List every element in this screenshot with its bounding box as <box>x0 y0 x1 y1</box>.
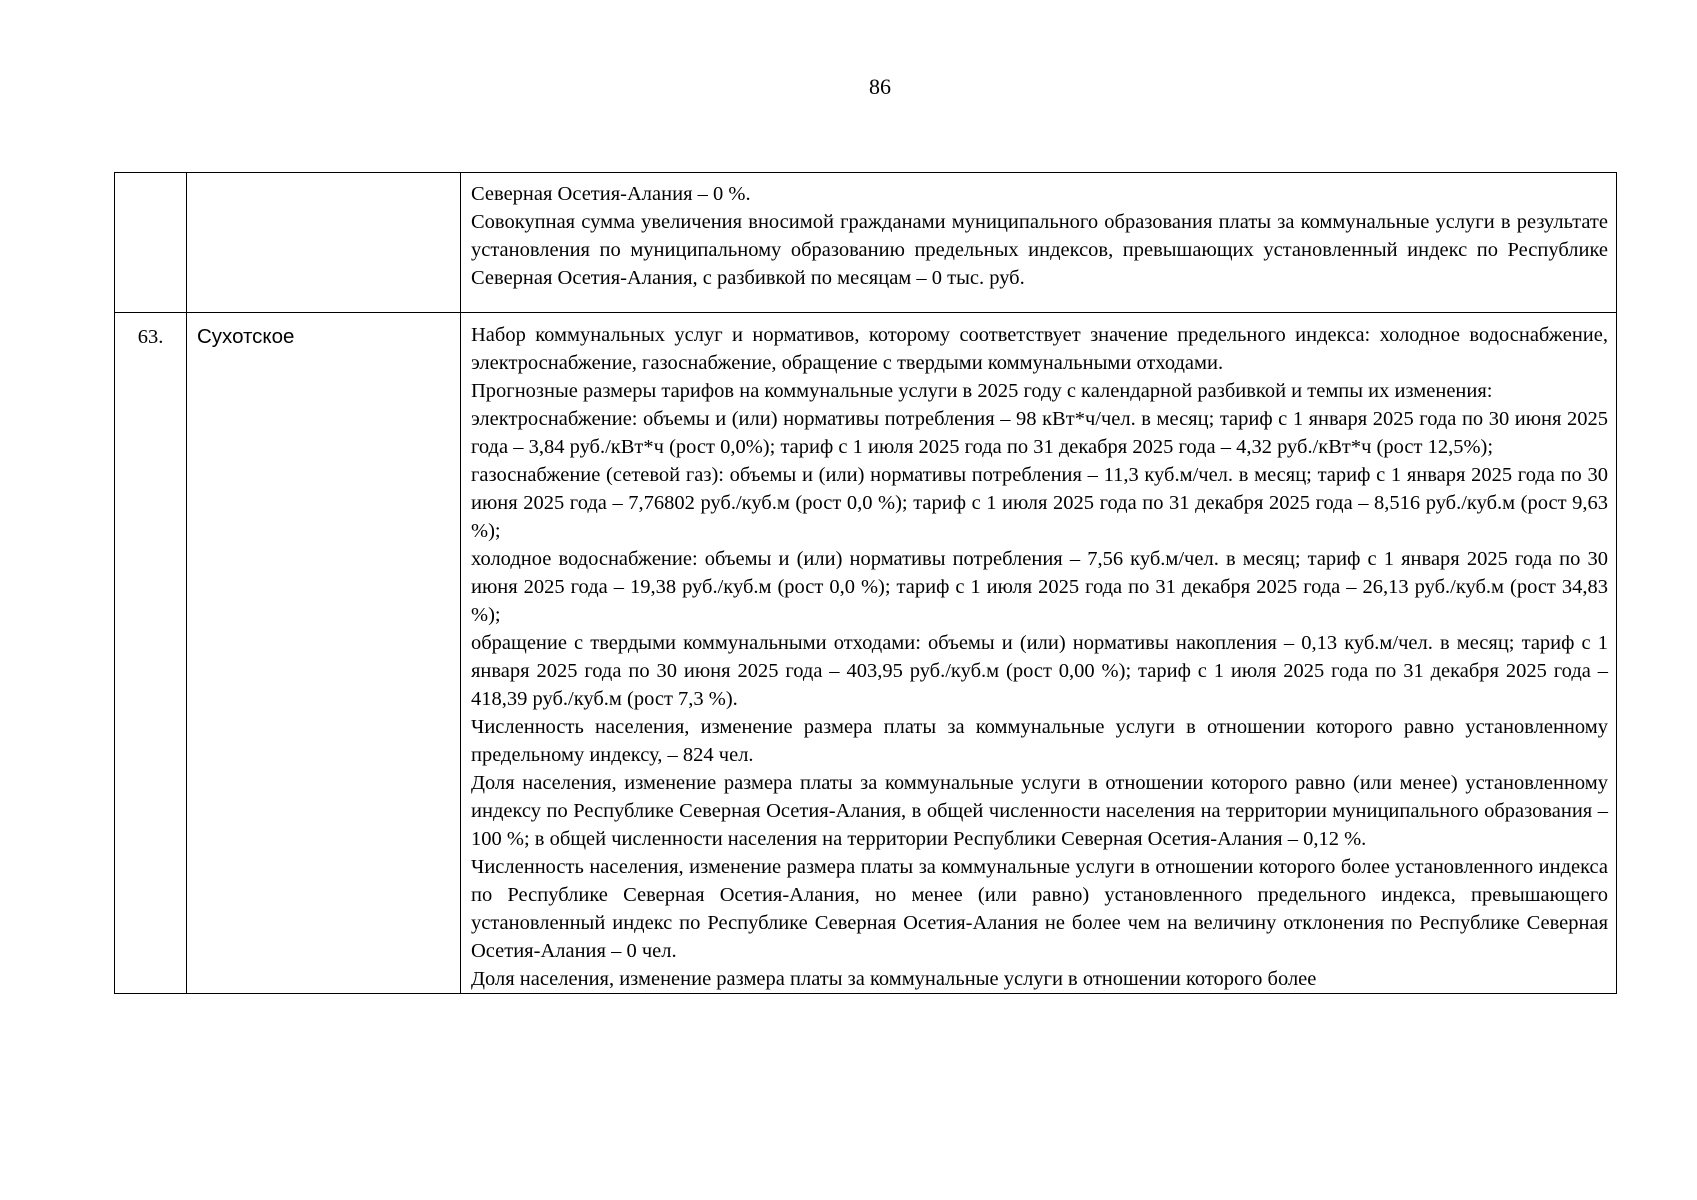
paragraph: газоснабжение (сетевой газ): объемы и (или) нормативы потребления – 11,3 куб.м/чел. в месяц; тариф с 1 января 2025 года по 30 июня 2025 года – 7,76802 руб./куб.м (рост 0,0 %); тариф с 1 июля 2025 года по 31 декабря 2025 года – 8,516 руб./куб.м (рост 9,63 %); <box>471 464 1608 542</box>
paragraph: Набор коммунальных услуг и нормативов, которому соответствует значение предельного индекса: холодное водоснабжение, электроснабжение, газоснабжение, обращение с твердыми коммунальными отходами. <box>471 324 1608 374</box>
table-row <box>115 313 1617 994</box>
paragraph: электроснабжение: объемы и (или) нормативы потребления – 98 кВт*ч/чел. в месяц; тариф с 1 января 2025 года по 30 июня 2025 года – 3,84 руб./кВт*ч (рост 0,0%); тариф с 1 июля 2025 года по 31 декабря 2025 года – 4,32 руб./кВт*ч (рост 12,5%); <box>471 408 1608 458</box>
municipality-name-cell: Сухотское <box>187 313 461 994</box>
page-number: 86 <box>869 74 891 99</box>
document-table <box>114 172 1617 994</box>
paragraph: Численность населения, изменение размера платы за коммунальные услуги в отношении которого более установленного индекса по Республике Северная Осетия-Алания, но менее (или равно) установленного предельного индекса, превышающего установленный индекс по Республике Северная Осетия-Алания не более чем на величину отклонения по Республике Северная Осетия-Алания – 0 чел. <box>471 856 1608 962</box>
table-row <box>115 173 1617 313</box>
paragraph: Прогнозные размеры тарифов на коммунальные услуги в 2025 году с календарной разбивкой и темпы их изменения: <box>471 380 1493 402</box>
paragraph: Совокупная сумма увеличения вносимой гражданами муниципального образования платы за коммунальные услуги в результате установления по муниципальному образованию предельных индексов, превышающих установленный индекс по Республике Северная Осетия-Алания, с разбивкой по месяцам – 0 тыс. руб. <box>471 211 1608 289</box>
description-cell <box>461 173 1617 313</box>
paragraph: Доля населения, изменение размера платы за коммунальные услуги в отношении которого более <box>471 968 1317 990</box>
paragraph: обращение с твердыми коммунальными отходами: объемы и (или) нормативы накопления – 0,13 куб.м/чел. в месяц; тариф с 1 января 2025 года по 30 июня 2025 года – 403,95 руб./куб.м (рост 0,00 %); тариф с 1 июля 2025 года по 31 декабря 2025 года – 418,39 руб./куб.м (рост 7,3 %). <box>471 632 1608 710</box>
description-cell <box>461 313 1617 994</box>
municipality-name-cell <box>187 173 461 313</box>
paragraph: Численность населения, изменение размера платы за коммунальные услуги в отношении которого равно установленному предельному индексу, – 824 чел. <box>471 716 1608 766</box>
row-number-cell: 63. <box>115 313 187 994</box>
paragraph: Доля населения, изменение размера платы за коммунальные услуги в отношении которого равно (или менее) установленному индексу по Республике Северная Осетия-Алания, в общей численности населения на территории муниципального образования – 100 %; в общей численности населения на территории Республики Северная Осетия-Алания – 0,12 %. <box>471 772 1608 850</box>
paragraph: Северная Осетия-Алания – 0 %. <box>471 183 751 205</box>
paragraph: холодное водоснабжение: объемы и (или) нормативы потребления – 7,56 куб.м/чел. в месяц; тариф с 1 января 2025 года по 30 июня 2025 года – 19,38 руб./куб.м (рост 0,0 %); тариф с 1 июля 2025 года по 31 декабря 2025 года – 26,13 руб./куб.м (рост 34,83 %); <box>471 548 1608 626</box>
row-number-cell <box>115 173 187 313</box>
